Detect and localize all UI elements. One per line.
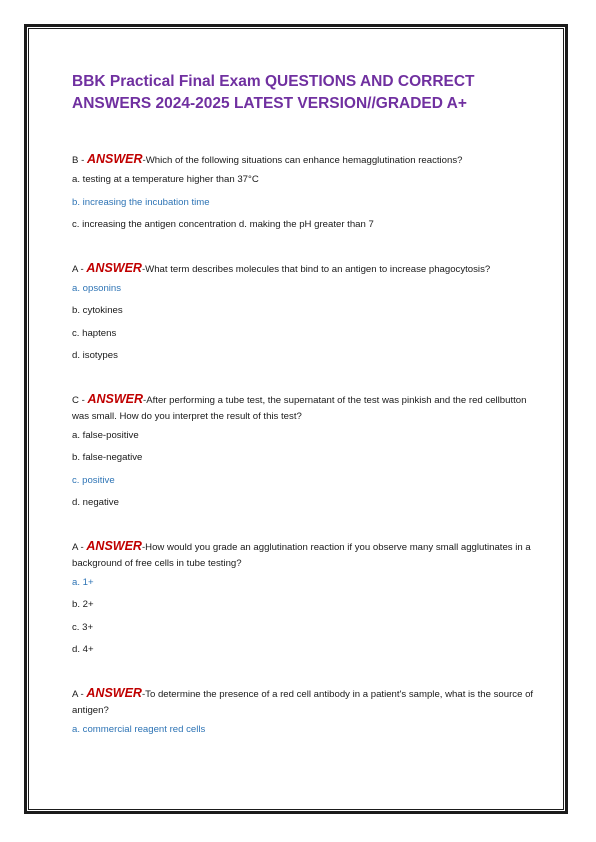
option: d. isotypes: [72, 350, 118, 361]
question-spacer: [72, 667, 542, 685]
question-body: -After performing a tube test, the supernatant of the test was pinkish and the red cellbutton was small. How do you interpret the result of this test?: [72, 394, 527, 422]
option-correct: b. increasing the incubation time: [72, 196, 210, 208]
answer-keyword: ANSWER: [86, 152, 143, 166]
question-block: [72, 538, 542, 657]
option-correct: a. commercial reagent red cells: [72, 723, 206, 735]
question-body: -How would you grade an agglutination reaction if you observe many small agglutinates in a background of free cells in tube testing?: [72, 541, 531, 569]
question-text: [72, 538, 542, 572]
answer-letter: A -: [72, 688, 87, 700]
question-text: [72, 151, 542, 169]
question-body: -What term describes molecules that bind to an antigen to increase phagocytosis?: [141, 263, 491, 275]
answer-letter: C -: [72, 394, 88, 406]
option-correct: a. 1+: [72, 576, 94, 588]
question-text: [72, 391, 542, 425]
option: a. false-positive: [72, 429, 139, 441]
question-body: -To determine the presence of a red cell antibody in a patient's sample, what is the source of antigen?: [72, 688, 534, 716]
question-block: [72, 151, 542, 231]
option: c. 3+: [72, 621, 94, 633]
answer-letter: B -: [72, 155, 87, 166]
title-line-2: ANSWERS 2024-2025 LATEST VERSION//GRADED A+: [72, 95, 467, 112]
option-correct: a. opsonins: [72, 282, 122, 294]
answer-keyword: ANSWER: [86, 538, 142, 553]
option: c. haptens: [72, 327, 117, 339]
answer-letter: A -: [72, 263, 87, 275]
question-block: [72, 260, 542, 363]
option-correct: c. positive: [72, 474, 115, 486]
option: a. testing at a temperature higher than 37°C: [72, 174, 259, 185]
answer-keyword: ANSWER: [86, 685, 142, 700]
title-line-1: BBK Practical Final Exam QUESTIONS AND CORRECT: [72, 73, 475, 90]
question-list: [72, 151, 542, 736]
answer-letter: A -: [72, 541, 87, 553]
option: b. cytokines: [72, 305, 123, 316]
question-block: [72, 685, 542, 736]
question-spacer: [72, 242, 542, 260]
option: d. 4+: [72, 644, 94, 655]
answer-keyword: ANSWER: [87, 391, 144, 406]
option: b. false-negative: [72, 452, 143, 463]
question-text: [72, 260, 542, 278]
option: c. increasing the antigen concentration d. making the pH greater than 7: [72, 219, 374, 230]
option: b. 2+: [72, 599, 94, 610]
document-content: [72, 71, 542, 746]
question-spacer: [72, 373, 542, 391]
question-body: -Which of the following situations can enhance hemagglutination reactions?: [142, 155, 463, 166]
document-title: [72, 71, 542, 115]
answer-keyword: ANSWER: [86, 260, 142, 275]
question-block: [72, 391, 542, 510]
question-text: [72, 685, 542, 719]
question-spacer: [72, 520, 542, 538]
option: d. negative: [72, 497, 119, 508]
